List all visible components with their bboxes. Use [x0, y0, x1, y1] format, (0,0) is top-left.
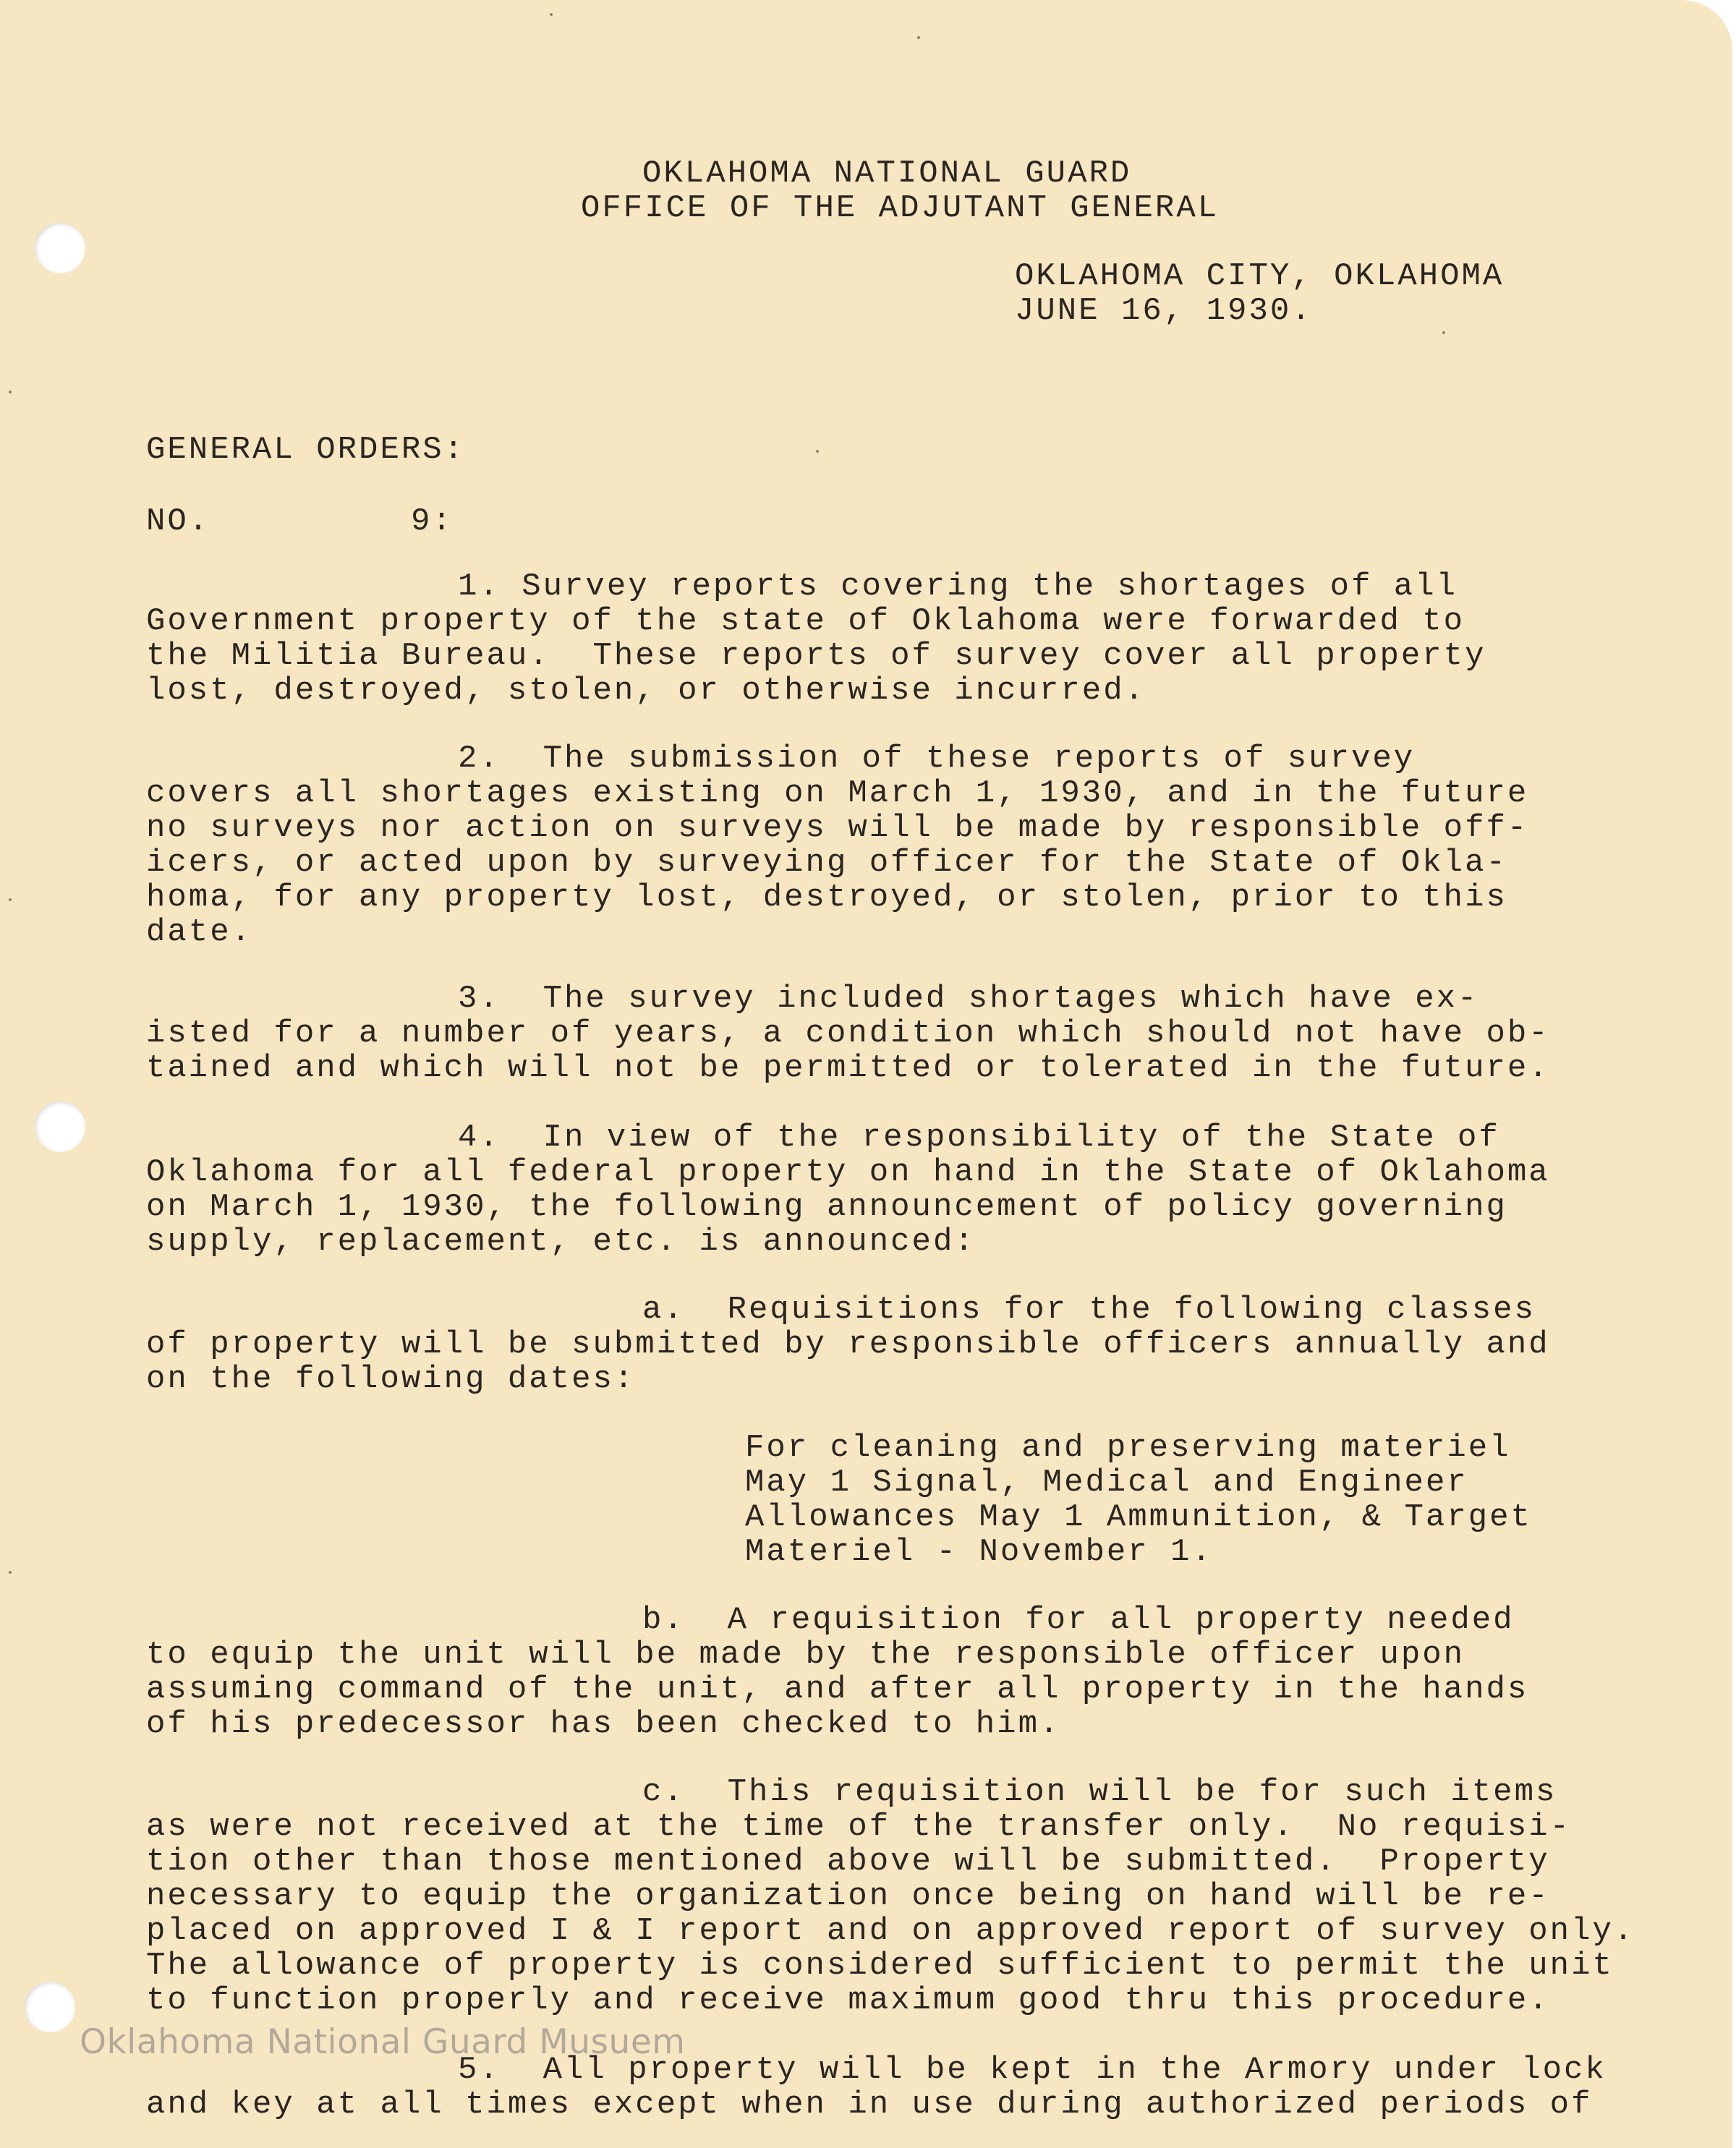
paragraph-line: The allowance of property is considered sufficient to permit the unit [146, 1948, 1614, 1984]
paragraph-line: tion other than those mentioned above will be submitted. Property [146, 1844, 1550, 1880]
paragraph-line: 4. In view of the responsibility of the State of [458, 1120, 1500, 1156]
paragraph-line: 5. All property will be kept in the Armory under lock [458, 2052, 1607, 2088]
paragraph-line: c. This requisition will be for such items [642, 1774, 1557, 1810]
paragraph-line: tained and which will not be permitted or tolerated in the future. [146, 1050, 1550, 1086]
punch-hole-top [35, 223, 85, 273]
ink-speck [9, 1571, 12, 1574]
punch-hole-bottom [25, 1982, 75, 2032]
ink-speck [9, 898, 12, 901]
paragraph-line: icers, or acted upon by surveying officer for the State of Okla- [146, 845, 1507, 881]
paragraph-line: 1. Survey reports covering the shortages of all [458, 568, 1458, 605]
date-line: JUNE 16, 1930. [1015, 293, 1313, 329]
paragraph-line: no surveys nor action on surveys will be made by responsible off- [146, 810, 1529, 846]
list-item: For cleaning and preserving materiel [745, 1430, 1511, 1466]
list-item: Materiel - November 1. [745, 1534, 1213, 1570]
paragraph-line: to equip the unit will be made by the responsible officer upon [146, 1637, 1465, 1673]
paragraph-line: lost, destroyed, stolen, or otherwise incurred. [146, 673, 1146, 709]
paragraph-line: of property will be submitted by responsible officers annually and [146, 1326, 1550, 1363]
paragraph-line: necessary to equip the organization once being on hand will be re- [146, 1878, 1550, 1914]
list-item: May 1 Signal, Medical and Engineer [745, 1465, 1468, 1501]
paragraph-line: on the following dates: [146, 1361, 636, 1397]
place-line: OKLAHOMA CITY, OKLAHOMA [1015, 258, 1505, 294]
paragraph-line: Government property of the state of Oklahoma were forwarded to [146, 603, 1465, 639]
paragraph-line: on March 1, 1930, the following announcement of policy governing [146, 1189, 1507, 1225]
paragraph-line: and key at all times except when in use during authorized periods of [146, 2087, 1593, 2123]
paragraph-line: placed on approved I & I report and on approved report of survey only. [146, 1913, 1635, 1949]
general-orders-label: GENERAL ORDERS: [146, 432, 466, 468]
paragraph-line: homa, for any property lost, destroyed, or stolen, prior to this [146, 879, 1507, 916]
org-line-1: OKLAHOMA NATIONAL GUARD [642, 155, 1132, 192]
ink-speck [550, 13, 553, 16]
paragraph-line: as were not received at the time of the transfer only. No requisi- [146, 1809, 1572, 1845]
paragraph-line: 2. The submission of these reports of survey [458, 741, 1416, 777]
paragraph-line: covers all shortages existing on March 1, 1930, and in the future [146, 775, 1529, 811]
paragraph-line: Oklahoma for all federal property on hand in the State of Oklahoma [146, 1154, 1550, 1190]
order-number: 9: [411, 503, 454, 540]
list-item: Allowances May 1 Ammunition, & Target [745, 1499, 1532, 1535]
paragraph-line: a. Requisitions for the following classes [642, 1292, 1536, 1328]
org-line-2: OFFICE OF THE ADJUTANT GENERAL [581, 190, 1220, 226]
ink-speck [917, 36, 920, 39]
paragraph-line: assuming command of the unit, and after all property in the hands [146, 1671, 1529, 1708]
paragraph-line: supply, replacement, etc. is announced: [146, 1224, 976, 1260]
punch-hole-middle [35, 1101, 85, 1152]
ink-speck [9, 391, 12, 393]
paragraph-line: b. A requisition for all property needed [642, 1602, 1515, 1638]
ink-speck [816, 450, 819, 453]
paragraph-line: to function properly and receive maximum good thru this procedure. [146, 1982, 1550, 2019]
paragraph-line: 3. The survey included shortages which have ex- [458, 981, 1479, 1017]
paragraph-line: of his predecessor has been checked to him. [146, 1706, 1061, 1742]
order-number-label: NO. [146, 503, 210, 540]
ink-speck [1442, 331, 1445, 334]
paragraph-line: the Militia Bureau. These reports of survey cover all property [146, 638, 1486, 674]
paragraph-line: isted for a number of years, a condition which should not have ob- [146, 1015, 1550, 1052]
paragraph-line: date. [146, 914, 253, 950]
museum-watermark: Oklahoma National Guard Musuem [80, 2022, 686, 2062]
